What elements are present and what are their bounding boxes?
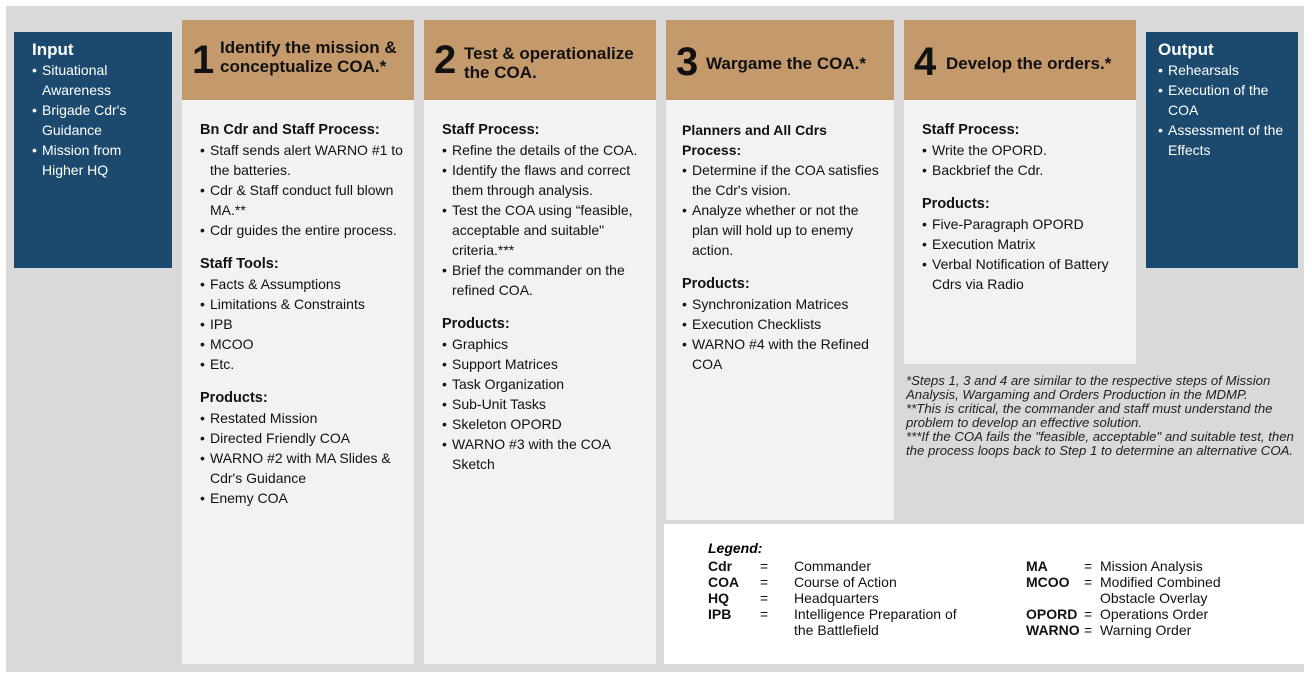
input-item: • Brigade Cdr's Guidance: [32, 100, 164, 140]
section-title: Products:: [922, 196, 990, 212]
output-item: • Rehearsals: [1158, 60, 1290, 80]
list-item: • Execution Matrix: [922, 234, 1126, 254]
list-item: • Execution Checklists: [682, 314, 884, 334]
legend-definition: Course of Action: [794, 574, 897, 590]
list-item: • MCOO: [200, 334, 404, 354]
legend-definition: Operations Order: [1100, 606, 1209, 622]
input-title: Input: [32, 40, 74, 59]
section-title: Products:: [200, 390, 268, 406]
legend-abbr: Cdr: [708, 558, 733, 574]
input-item: • Mission from Higher HQ: [32, 140, 164, 180]
footnote: **This is critical, the commander and staff must understand the problem to develop an effective solution.: [906, 401, 1273, 430]
list-item: • Write the OPORD.: [922, 140, 1126, 160]
list-item: • Support Matrices: [442, 354, 646, 374]
legend-title: Legend:: [708, 540, 763, 556]
step-3-number: 3: [676, 40, 699, 84]
list-item: • Facts & Assumptions: [200, 274, 404, 294]
legend-abbr: COA: [708, 574, 740, 590]
legend-abbr: OPORD: [1026, 606, 1078, 622]
step-1-header: [182, 20, 414, 100]
section-title: Bn Cdr and Staff Process:: [200, 122, 380, 138]
section-title: Products:: [442, 316, 510, 332]
legend-definition: Headquarters: [794, 590, 879, 606]
output-item: • Execution of the COA: [1158, 80, 1290, 120]
footnote: *Steps 1, 3 and 4 are similar to the respective steps of Mission Analysis, Wargaming and Orders Production in the MDMP.: [906, 373, 1271, 402]
input-box: [14, 32, 172, 268]
legend-definition: Modified Combined Obstacle Overlay: [1100, 574, 1221, 606]
list-item: • Backbrief the Cdr.: [922, 160, 1126, 180]
list-item: • Five-Paragraph OPORD: [922, 214, 1126, 234]
list-item: • Analyze whether or not the plan will hold up to enemy action.: [682, 200, 884, 260]
list-item: • Staff sends alert WARNO #1 to the batteries.: [200, 140, 404, 180]
legend-abbr: HQ: [708, 590, 729, 606]
step-2-number: 2: [434, 38, 457, 82]
legend-abbr: MCOO: [1026, 574, 1070, 590]
legend-equals: =: [1084, 622, 1093, 638]
list-item: • Skeleton OPORD: [442, 414, 646, 434]
step-3-body: [666, 100, 894, 520]
legend-definition: Intelligence Preparation of the Battlefield: [794, 606, 957, 638]
list-item: • Etc.: [200, 354, 404, 374]
legend-abbr: WARNO: [1026, 622, 1080, 638]
step-4-number: 4: [914, 40, 937, 84]
list-item: • Brief the commander on the refined COA.: [442, 260, 646, 300]
list-item: • Identify the flaws and correct them through analysis.: [442, 160, 646, 200]
list-item: • IPB: [200, 314, 404, 334]
legend-equals: =: [1084, 574, 1093, 590]
legend-abbr: IPB: [708, 606, 732, 622]
section-title: Staff Tools:: [200, 256, 279, 272]
list-item: • Cdr guides the entire process.: [200, 220, 404, 240]
input-item: • Situational Awareness: [32, 60, 164, 100]
legend-definition: Warning Order: [1100, 622, 1192, 638]
step-4-title: Develop the orders.*: [946, 54, 1112, 73]
step-1-body: [182, 100, 414, 664]
list-item: • Graphics: [442, 334, 646, 354]
legend-definition: Commander: [794, 558, 872, 574]
section-title: Products:: [682, 276, 750, 292]
list-item: • WARNO #4 with the Refined COA: [682, 334, 884, 374]
legend-abbr: MA: [1026, 558, 1048, 574]
step-1-title: Identify the mission & conceptualize COA.*: [220, 38, 397, 76]
output-title: Output: [1158, 40, 1214, 59]
list-item: • Restated Mission: [200, 408, 404, 428]
section-title: Staff Process:: [442, 122, 540, 138]
step-4-header: [904, 20, 1136, 100]
section-title: Planners and All Cdrs Process:: [682, 122, 827, 158]
list-item: • Task Organization: [442, 374, 646, 394]
step-2-header: [424, 20, 656, 100]
legend-equals: =: [760, 590, 769, 606]
section-title: Staff Process:: [922, 122, 1020, 138]
step-4-body: [904, 100, 1136, 364]
step-2-body: [424, 100, 656, 664]
step-3-title: Wargame the COA.*: [706, 54, 866, 73]
footnotes: [906, 374, 1298, 458]
legend-equals: =: [760, 574, 769, 590]
legend-equals: =: [1084, 606, 1093, 622]
legend-equals: =: [760, 606, 769, 622]
legend-box: [664, 524, 1304, 664]
list-item: • Verbal Notification of Battery Cdrs via Radio: [922, 254, 1126, 294]
list-item: • Sub-Unit Tasks: [442, 394, 646, 414]
list-item: • Directed Friendly COA: [200, 428, 404, 448]
footnote: ***If the COA fails the "feasible, acceptable" and suitable test, then the process loops back to Step 1 to determine an alternative COA.: [906, 429, 1294, 458]
legend-equals: =: [760, 558, 769, 574]
step-1-number: 1: [192, 38, 215, 82]
legend-equals: =: [1084, 558, 1093, 574]
list-item: • Limitations & Constraints: [200, 294, 404, 314]
list-item: • Test the COA using “feasible, acceptable and suitable" criteria.***: [442, 200, 646, 260]
list-item: • Determine if the COA satisfies the Cdr's vision.: [682, 160, 884, 200]
step-2-title: Test & operationalize the COA.: [464, 44, 634, 82]
legend-definition: Mission Analysis: [1100, 558, 1203, 574]
list-item: • Synchronization Matrices: [682, 294, 884, 314]
list-item: • Refine the details of the COA.: [442, 140, 646, 160]
list-item: • WARNO #3 with the COA Sketch: [442, 434, 646, 474]
output-item: • Assessment of the Effects: [1158, 120, 1290, 160]
list-item: • WARNO #2 with MA Slides & Cdr's Guidance: [200, 448, 404, 488]
output-box: [1146, 32, 1298, 268]
list-item: • Cdr & Staff conduct full blown MA.**: [200, 180, 404, 220]
list-item: • Enemy COA: [200, 488, 404, 508]
step-3-header: [666, 20, 894, 100]
